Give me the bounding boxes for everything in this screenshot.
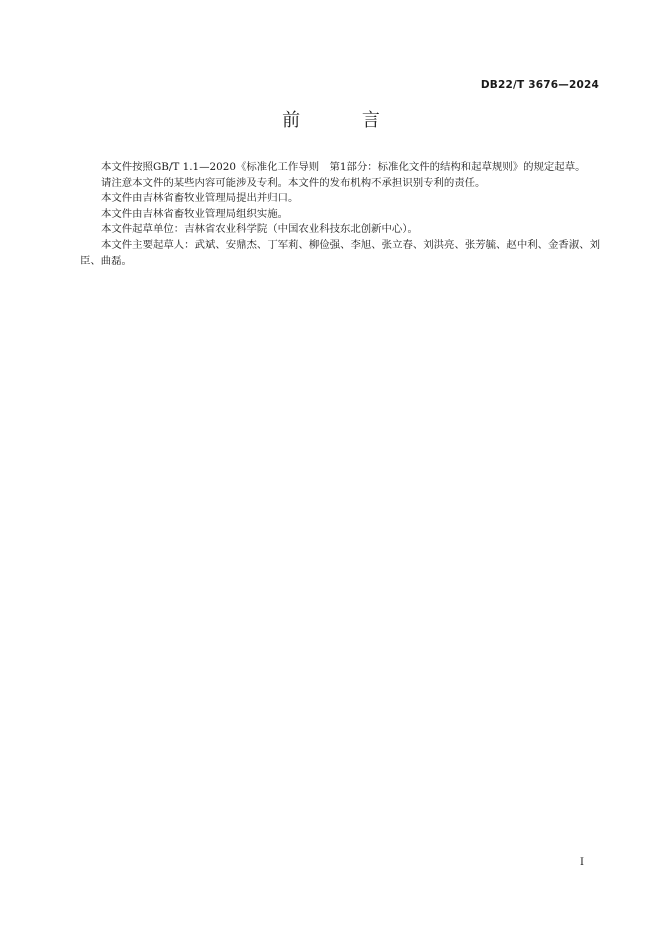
paragraph-drafting-rules: 本文件按照GB/T 1.1—2020《标准化工作导则 第1部分：标准化文件的结构和起草规则》的规定起草。 — [101, 161, 586, 173]
page-number: I — [580, 857, 584, 868]
paragraph-patent-notice: 请注意本文件的某些内容可能涉及专利。本文件的发布机构不承担识别专利的责任。 — [101, 176, 486, 189]
foreword-body — [80, 160, 600, 269]
paragraph-implementer: 本文件由吉林省畜牧业管理局组织实施。 — [101, 207, 289, 220]
paragraph-proposer: 本文件由吉林省畜牧业管理局提出并归口。 — [101, 192, 299, 205]
page-title: 前 言 — [282, 110, 408, 131]
document-code: DB22/T 3676—2024 — [480, 79, 599, 91]
paragraph-drafting-unit: 本文件起草单位：吉林省农业科学院（中国农业科技东北创新中心）。 — [101, 223, 418, 236]
paragraph-drafters: 本文件主要起草人：武斌、安鼎杰、丁军莉、柳俭强、李旭、张立春、刘洪亮、张芳毓、赵中利、金香淑、刘臣、曲磊。 — [80, 238, 600, 267]
